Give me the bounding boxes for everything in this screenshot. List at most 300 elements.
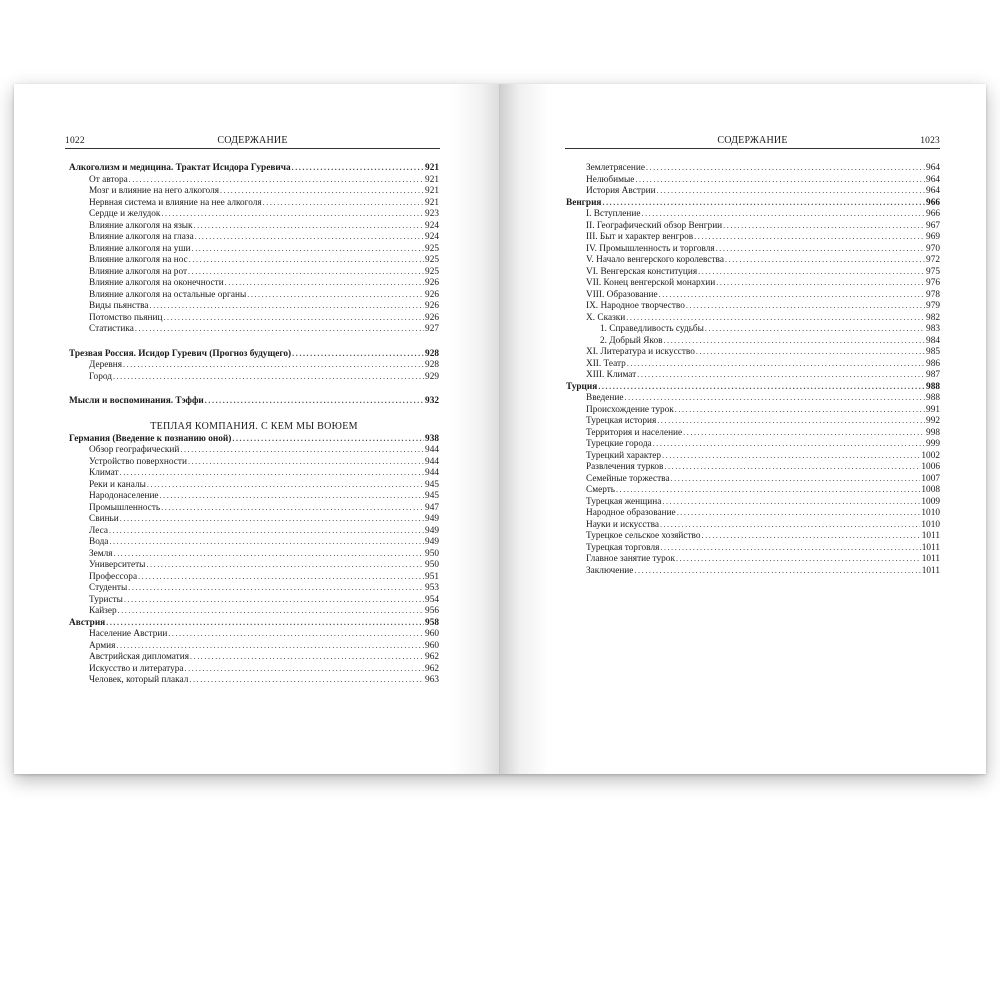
toc-right bbox=[566, 162, 940, 576]
dot-leader bbox=[646, 162, 925, 174]
toc-entry bbox=[566, 427, 940, 439]
toc-entry-page: 966 bbox=[926, 209, 940, 219]
toc-entry-title: Потомство пьяниц bbox=[89, 312, 163, 323]
dot-leader bbox=[657, 185, 925, 197]
toc-entry bbox=[69, 467, 439, 479]
toc-entry-title: История Австрии bbox=[586, 186, 656, 196]
dot-leader bbox=[664, 335, 926, 347]
toc-entry-title: 1. Справедливость судьбы bbox=[600, 324, 704, 334]
toc-entry-page: 986 bbox=[926, 358, 940, 369]
dot-leader bbox=[109, 536, 424, 548]
toc-entry-title: Студенты bbox=[89, 583, 128, 593]
toc-entry-page: 985 bbox=[926, 347, 940, 357]
dot-leader bbox=[723, 220, 925, 232]
toc-entry-page: 998 bbox=[926, 427, 940, 438]
toc-entry-page: 964 bbox=[926, 186, 940, 196]
dot-leader bbox=[716, 243, 925, 255]
dot-leader bbox=[716, 277, 925, 289]
toc-entry bbox=[69, 243, 439, 255]
toc-entry-page: 921 bbox=[425, 197, 439, 208]
toc-entry-page: 1008 bbox=[921, 485, 940, 495]
toc-entry bbox=[566, 266, 940, 278]
toc-entry-title: Земля bbox=[89, 548, 113, 559]
toc-entry-title: Австрия bbox=[69, 617, 106, 628]
toc-entry-title: Австрийская дипломатия bbox=[89, 652, 189, 662]
toc-entry bbox=[69, 348, 439, 360]
dot-leader bbox=[161, 502, 424, 514]
toc-entry-page: 945 bbox=[425, 479, 439, 490]
toc-entry-title: Обзор географический bbox=[89, 445, 180, 455]
toc-entry bbox=[69, 323, 439, 335]
dot-leader bbox=[694, 231, 925, 243]
toc-entry-title: Турецкая женщина bbox=[586, 496, 662, 507]
dot-leader bbox=[220, 185, 424, 197]
toc-entry-title: Венгрия bbox=[566, 197, 602, 208]
toc-entry-title: Реки и каналы bbox=[89, 479, 146, 490]
dot-leader bbox=[659, 289, 925, 301]
toc-entry-title: Население Австрии bbox=[89, 629, 168, 639]
toc-entry-title: Влияние алкоголя на язык bbox=[89, 220, 193, 231]
dot-leader bbox=[624, 392, 925, 404]
toc-entry-page: 945 bbox=[425, 491, 439, 501]
dot-leader bbox=[635, 174, 925, 186]
toc-entry-title: Леса bbox=[89, 525, 108, 536]
toc-entry-page: 975 bbox=[926, 266, 940, 277]
toc-entry-title: XI. Литература и искусство bbox=[586, 347, 695, 357]
toc-entry-title: Науки и искусства bbox=[586, 519, 659, 530]
toc-entry bbox=[566, 565, 940, 577]
dot-leader bbox=[147, 479, 424, 491]
toc-entry-page: 988 bbox=[926, 393, 940, 403]
toc-entry-page: 929 bbox=[425, 371, 439, 382]
page-number: 1023 bbox=[920, 136, 940, 146]
toc-entry-page: 1011 bbox=[921, 531, 940, 541]
toc-entry-title: Влияние алкоголя на нос bbox=[89, 255, 188, 265]
toc-entry bbox=[566, 220, 940, 232]
toc-entry bbox=[69, 359, 439, 371]
dot-leader bbox=[641, 208, 925, 220]
dot-leader bbox=[163, 312, 424, 324]
toc-entry-title: Устройство поверхности bbox=[89, 456, 187, 467]
toc-entry-title: Искусство и литература bbox=[89, 663, 184, 674]
dot-leader bbox=[120, 467, 424, 479]
toc-entry bbox=[69, 502, 439, 514]
toc-entry-page: 944 bbox=[425, 468, 439, 478]
toc-entry-page: 966 bbox=[926, 197, 940, 208]
toc-entry-title: Вода bbox=[89, 537, 109, 547]
dot-leader bbox=[660, 519, 920, 531]
toc-entry-page: 960 bbox=[425, 640, 439, 651]
dot-leader bbox=[188, 266, 424, 278]
toc-entry-title: I. Вступление bbox=[586, 209, 641, 219]
toc-entry-title: Влияние алкоголя на уши bbox=[89, 243, 191, 254]
dot-leader bbox=[194, 220, 425, 232]
dot-leader bbox=[189, 254, 424, 266]
toc-entry-page: 1006 bbox=[921, 462, 940, 472]
toc-entry bbox=[566, 473, 940, 485]
dot-leader bbox=[627, 358, 925, 370]
toc-entry bbox=[566, 369, 940, 381]
toc-entry-title: От автора bbox=[89, 174, 128, 185]
dot-leader bbox=[616, 484, 920, 496]
dot-leader bbox=[675, 404, 925, 416]
toc-entry bbox=[566, 358, 940, 370]
toc-entry bbox=[69, 559, 439, 571]
toc-entry-title: Человек, который плакал bbox=[89, 675, 189, 685]
toc-entry-page: 928 bbox=[425, 348, 439, 359]
toc-entry-page: 967 bbox=[926, 220, 940, 231]
dot-leader bbox=[146, 559, 424, 571]
toc-entry bbox=[566, 392, 940, 404]
toc-entry bbox=[566, 208, 940, 220]
toc-entry-page: 949 bbox=[425, 537, 439, 547]
toc-entry-title: III. Быт и характер венгров bbox=[586, 232, 694, 242]
toc-entry bbox=[69, 277, 439, 289]
dot-leader bbox=[626, 312, 925, 324]
dot-leader bbox=[123, 359, 424, 371]
toc-entry bbox=[566, 277, 940, 289]
toc-entry-title: Введение bbox=[586, 393, 624, 403]
toc-entry-title: X. Сказки bbox=[586, 312, 626, 323]
toc-entry-title: Турецкие города bbox=[586, 439, 652, 449]
toc-entry bbox=[566, 231, 940, 243]
dot-leader bbox=[225, 277, 424, 289]
dot-leader bbox=[116, 640, 424, 652]
toc-entry-page: 1010 bbox=[921, 508, 940, 518]
toc-left bbox=[69, 162, 439, 686]
toc-entry-page: 925 bbox=[425, 243, 439, 254]
toc-entry bbox=[69, 479, 439, 491]
dot-leader bbox=[698, 266, 925, 278]
toc-entry-title: Заключение bbox=[586, 565, 634, 576]
toc-entry-title: Турецкая торговля bbox=[586, 542, 660, 553]
toc-entry-page: 925 bbox=[425, 255, 439, 265]
toc-entry bbox=[566, 438, 940, 450]
toc-entry-page: 956 bbox=[425, 606, 439, 616]
toc-entry-page: 1011 bbox=[921, 554, 940, 564]
toc-entry-title: IV. Промышленность и торговля bbox=[586, 243, 715, 254]
dot-leader bbox=[686, 300, 925, 312]
toc-entry-title: Деревня bbox=[89, 360, 122, 370]
toc-entry-title: Статистика bbox=[89, 324, 134, 334]
toc-entry-title: VIII. Образование bbox=[586, 289, 658, 300]
toc-entry-title: Сердце и желудок bbox=[89, 209, 161, 219]
toc-entry bbox=[69, 208, 439, 220]
toc-entry-page: 970 bbox=[926, 243, 940, 254]
toc-entry-title: Влияние алкоголя на оконечности bbox=[89, 278, 224, 288]
toc-entry bbox=[566, 300, 940, 312]
toc-entry bbox=[566, 461, 940, 473]
dot-leader bbox=[189, 674, 424, 686]
toc-entry-title: Виды пьянства bbox=[89, 301, 149, 311]
toc-entry-page: 999 bbox=[926, 439, 940, 449]
toc-entry-page: 991 bbox=[926, 404, 940, 415]
toc-entry-title: Профессора bbox=[89, 571, 138, 582]
dot-leader bbox=[705, 323, 925, 335]
group-gap bbox=[69, 382, 439, 395]
dot-leader bbox=[725, 254, 925, 266]
toc-entry bbox=[69, 513, 439, 525]
dot-leader bbox=[106, 617, 424, 629]
toc-entry bbox=[69, 395, 439, 407]
toc-entry bbox=[69, 605, 439, 617]
toc-entry-page: 962 bbox=[425, 652, 439, 662]
toc-entry-title: 2. Добрый Яков bbox=[600, 335, 663, 346]
toc-entry-page: 928 bbox=[425, 360, 439, 370]
toc-entry-title: Промышленность bbox=[89, 502, 161, 513]
toc-entry-page: 964 bbox=[926, 174, 940, 185]
toc-entry-page: 1009 bbox=[921, 496, 940, 507]
toc-entry bbox=[566, 415, 940, 427]
toc-entry-title: Кайзер bbox=[89, 606, 117, 616]
toc-entry-page: 1002 bbox=[921, 450, 940, 461]
dot-leader bbox=[662, 496, 920, 508]
toc-entry bbox=[566, 553, 940, 565]
toc-entry bbox=[69, 197, 439, 209]
toc-entry-page: 923 bbox=[425, 209, 439, 219]
toc-entry bbox=[69, 456, 439, 468]
toc-entry-title: Главное занятие турок bbox=[586, 554, 675, 564]
toc-entry bbox=[566, 323, 940, 335]
group-gap bbox=[69, 407, 439, 420]
toc-entry-page: 960 bbox=[425, 629, 439, 639]
toc-entry-title: Народонаселение bbox=[89, 491, 159, 501]
toc-entry-title: XIII. Климат bbox=[586, 370, 637, 380]
toc-entry-title: Нервная система и влияние на нее алкоголя bbox=[89, 197, 262, 208]
dot-leader bbox=[195, 231, 424, 243]
toc-entry-title: Развлечения турков bbox=[586, 462, 664, 472]
group-gap bbox=[69, 335, 439, 348]
running-title: СОДЕРЖАНИЕ bbox=[217, 135, 288, 146]
book-spread bbox=[14, 84, 986, 774]
toc-entry-page: 987 bbox=[926, 370, 940, 380]
toc-entry bbox=[566, 346, 940, 358]
dot-leader bbox=[263, 197, 424, 209]
toc-entry-page: 969 bbox=[926, 232, 940, 242]
toc-entry-page: 1011 bbox=[921, 542, 940, 553]
toc-entry-title: II. Географический обзор Венгрии bbox=[586, 220, 723, 231]
toc-entry-title: Влияние алкоголя на остальные органы bbox=[89, 289, 247, 300]
toc-entry-page: 984 bbox=[926, 335, 940, 346]
toc-entry-page: 964 bbox=[926, 163, 940, 173]
toc-entry bbox=[566, 162, 940, 174]
toc-entry bbox=[69, 254, 439, 266]
toc-entry-page: 954 bbox=[425, 594, 439, 605]
toc-entry-title: Алкоголизм и медицина. Трактат Исидора Гуревича bbox=[69, 163, 291, 173]
toc-entry bbox=[69, 594, 439, 606]
toc-entry-title: Территория и население bbox=[586, 427, 683, 438]
running-head-left bbox=[65, 134, 440, 149]
dot-leader bbox=[683, 427, 925, 439]
toc-entry bbox=[566, 496, 940, 508]
toc-entry-page: 926 bbox=[425, 289, 439, 300]
toc-entry-page: 988 bbox=[926, 381, 940, 392]
toc-entry-page: 992 bbox=[926, 416, 940, 426]
running-title: СОДЕРЖАНИЕ bbox=[717, 135, 788, 146]
toc-entry-page: 947 bbox=[425, 502, 439, 513]
dot-leader bbox=[124, 594, 424, 606]
dot-leader bbox=[662, 450, 920, 462]
toc-entry-page: 925 bbox=[425, 266, 439, 277]
section-heading: ТЕПЛАЯ КОМПАНИЯ. С КЕМ МЫ ВОЮЕМ bbox=[150, 420, 358, 432]
toc-entry bbox=[566, 507, 940, 519]
dot-leader bbox=[677, 507, 921, 519]
toc-entry-title: Трезвая Россия. Исидор Гуревич (Прогноз будущего) bbox=[69, 348, 292, 359]
toc-entry bbox=[566, 542, 940, 554]
dot-leader bbox=[129, 174, 424, 186]
dot-leader bbox=[598, 381, 925, 393]
toc-entry bbox=[566, 484, 940, 496]
toc-entry bbox=[69, 651, 439, 663]
toc-entry-page: 979 bbox=[926, 301, 940, 311]
toc-entry bbox=[69, 548, 439, 560]
toc-entry-page: 921 bbox=[425, 163, 439, 173]
toc-entry-title: Влияние алкоголя на рот bbox=[89, 266, 188, 277]
toc-entry-page: 921 bbox=[425, 174, 439, 185]
dot-leader bbox=[113, 371, 424, 383]
toc-entry-title: Турецкая история bbox=[586, 416, 657, 426]
toc-entry bbox=[69, 371, 439, 383]
toc-entry bbox=[566, 185, 940, 197]
dot-leader bbox=[120, 513, 424, 525]
toc-entry bbox=[69, 312, 439, 324]
dot-leader bbox=[702, 530, 921, 542]
toc-entry bbox=[69, 289, 439, 301]
left-page bbox=[14, 84, 500, 774]
toc-entry bbox=[69, 617, 439, 629]
toc-entry bbox=[566, 312, 940, 324]
toc-entry bbox=[69, 433, 439, 445]
toc-entry bbox=[566, 381, 940, 393]
dot-leader bbox=[190, 651, 424, 663]
toc-entry bbox=[69, 536, 439, 548]
toc-entry bbox=[69, 162, 439, 174]
toc-entry bbox=[69, 220, 439, 232]
toc-entry-page: 949 bbox=[425, 514, 439, 524]
page-number: 1022 bbox=[65, 136, 85, 146]
dot-leader bbox=[634, 565, 920, 577]
toc-entry bbox=[566, 404, 940, 416]
dot-leader bbox=[118, 605, 424, 617]
dot-leader bbox=[128, 582, 424, 594]
dot-leader bbox=[232, 433, 424, 445]
toc-entry-title: IX. Народное творчество bbox=[586, 301, 685, 311]
toc-entry-title: Мысли и воспоминания. Тэффи bbox=[69, 396, 204, 406]
toc-entry-page: 932 bbox=[425, 396, 439, 406]
toc-entry bbox=[69, 674, 439, 686]
toc-entry-title: Армия bbox=[89, 640, 116, 651]
toc-entry-page: 926 bbox=[425, 278, 439, 288]
toc-entry-title: Происхождение турок bbox=[586, 404, 674, 415]
toc-entry bbox=[69, 490, 439, 502]
toc-entry bbox=[566, 530, 940, 542]
toc-entry-title: Туристы bbox=[89, 594, 123, 605]
toc-entry bbox=[566, 197, 940, 209]
toc-entry bbox=[566, 254, 940, 266]
dot-leader bbox=[161, 208, 424, 220]
toc-entry-title: Семейные торжества bbox=[586, 473, 670, 484]
toc-entry-page: 938 bbox=[425, 433, 439, 444]
toc-entry-title: Влияние алкоголя на глаза bbox=[89, 232, 194, 242]
toc-entry-page: 953 bbox=[425, 583, 439, 593]
toc-entry bbox=[566, 519, 940, 531]
toc-entry bbox=[566, 289, 940, 301]
toc-entry bbox=[69, 628, 439, 640]
toc-entry-page: 949 bbox=[425, 525, 439, 536]
toc-entry-title: Университеты bbox=[89, 560, 146, 570]
toc-entry-page: 926 bbox=[425, 301, 439, 311]
dot-leader bbox=[205, 395, 424, 407]
toc-entry bbox=[69, 571, 439, 583]
toc-entry bbox=[566, 174, 940, 186]
toc-entry bbox=[566, 243, 940, 255]
dot-leader bbox=[168, 628, 424, 640]
toc-entry-title: Смерть bbox=[586, 485, 616, 495]
toc-entry bbox=[566, 450, 940, 462]
toc-entry-title: Город bbox=[89, 371, 112, 382]
dot-leader bbox=[664, 461, 920, 473]
toc-entry bbox=[69, 300, 439, 312]
toc-entry-title: Германия (Введение к познанию оной) bbox=[69, 433, 232, 444]
toc-entry-page: 950 bbox=[425, 548, 439, 559]
toc-entry-title: Свиньи bbox=[89, 514, 119, 524]
dot-leader bbox=[150, 300, 425, 312]
toc-entry-page: 924 bbox=[425, 232, 439, 242]
toc-entry-title: VI. Венгерская конституция bbox=[586, 266, 698, 277]
toc-entry-title: V. Начало венгерского королевства bbox=[586, 255, 724, 265]
toc-entry-title: Нелюбимые bbox=[586, 174, 635, 185]
dot-leader bbox=[292, 348, 424, 360]
toc-entry-page: 963 bbox=[425, 675, 439, 685]
dot-leader bbox=[657, 415, 925, 427]
dot-leader bbox=[696, 346, 925, 358]
toc-entry bbox=[69, 174, 439, 186]
toc-entry-page: 958 bbox=[425, 617, 439, 628]
toc-entry-title: VII. Конец венгерской монархии bbox=[586, 278, 716, 288]
toc-entry-page: 982 bbox=[926, 312, 940, 323]
toc-entry-page: 1011 bbox=[921, 565, 940, 576]
dot-leader bbox=[192, 243, 424, 255]
toc-entry-title: Климат bbox=[89, 468, 119, 478]
toc-entry-page: 1007 bbox=[921, 473, 940, 484]
toc-entry-page: 924 bbox=[425, 220, 439, 231]
right-page bbox=[500, 84, 986, 774]
dot-leader bbox=[160, 490, 424, 502]
toc-entry-title: Турецкое сельское хозяйство bbox=[586, 531, 701, 541]
toc-entry-title: Землетрясение bbox=[586, 163, 645, 173]
toc-entry-page: 951 bbox=[425, 571, 439, 582]
toc-entry bbox=[69, 185, 439, 197]
toc-entry-title: Народное образование bbox=[586, 508, 676, 518]
toc-entry bbox=[69, 525, 439, 537]
dot-leader bbox=[676, 553, 921, 565]
dot-leader bbox=[602, 197, 925, 209]
toc-entry-title: Турецкий характер bbox=[586, 450, 662, 461]
running-head-right bbox=[565, 134, 940, 149]
dot-leader bbox=[188, 456, 424, 468]
toc-entry-page: 927 bbox=[425, 324, 439, 334]
toc-entry-page: 1010 bbox=[921, 519, 940, 530]
dot-leader bbox=[135, 323, 424, 335]
dot-leader bbox=[247, 289, 424, 301]
toc-entry-page: 921 bbox=[425, 186, 439, 196]
toc-entry-title: Турция bbox=[566, 381, 598, 392]
toc-entry-page: 944 bbox=[425, 456, 439, 467]
dot-leader bbox=[109, 525, 424, 537]
dot-leader bbox=[138, 571, 424, 583]
toc-entry-page: 950 bbox=[425, 560, 439, 570]
toc-entry bbox=[69, 444, 439, 456]
